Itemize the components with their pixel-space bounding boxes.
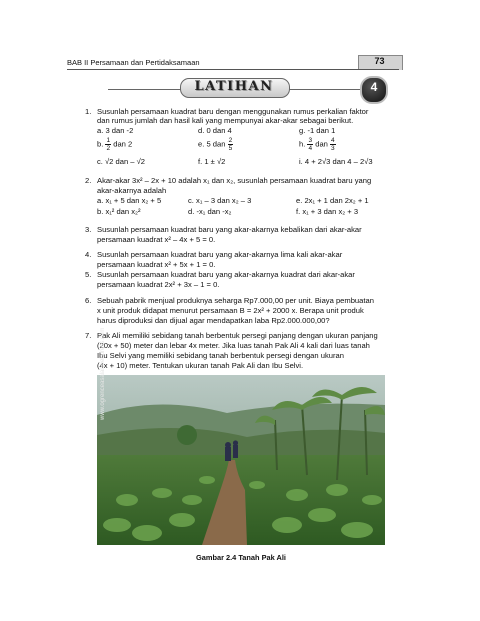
q2-option-d: d. -x₁ dan -x₂: [188, 207, 232, 216]
q1-b-rest: dan 2: [113, 139, 133, 149]
q6-number: 6.: [85, 296, 92, 305]
chapter-header: BAB II Persamaan dan Pertidaksamaan: [67, 58, 200, 67]
fraction: $\frac{1}{2}$: [106, 137, 111, 152]
q1-e-label: e. 5 dan: [198, 139, 226, 149]
q6-line1: Sebuah pabrik menjual produknya seharga Rp7.000,00 per unit. Biaya pembuatan: [97, 296, 374, 305]
q6-line3: harus diproduksi dan dijual agar mendapatkan laba Rp2.000.000,00?: [97, 316, 330, 325]
q1-h-mid: dan: [315, 139, 328, 149]
q7-line3: Ibu Selvi yang memiliki sebidang tanah berbentuk persegi dengan ukuran: [97, 351, 344, 360]
q2-option-e: e. 2x₁ + 1 dan 2x₂ + 1: [296, 196, 369, 205]
fraction: $\frac{2}{5}$: [228, 137, 233, 152]
q3-line1: Susunlah persamaan kuadrat baru yang akar-akarnya kebalikan dari akar-akar: [97, 225, 362, 234]
q1-option-h: [299, 137, 336, 152]
q1-b-label: b.: [97, 139, 104, 149]
q1-option-d: d. 0 dan 4: [198, 126, 232, 135]
fraction: $\frac{4}{3}$: [331, 137, 335, 152]
q5-number: 5.: [85, 270, 92, 279]
q2-option-b: b. x₁² dan x₂²: [97, 207, 141, 216]
q2-line1: Akar-akar 3x² – 2x + 10 adalah x₁ dan x₂, susunlah persamaan kuadrat baru yang: [97, 176, 372, 185]
exercise-number: 4: [370, 80, 378, 94]
latihan-title: LATIHAN: [194, 79, 274, 94]
q7-number: 7.: [85, 331, 92, 340]
q4-line2: persamaan kuadrat x² + 5x + 1 = 0.: [97, 260, 216, 269]
q1-option-b: [97, 137, 132, 152]
q3-line2: persamaan kuadrat x² – 4x + 5 = 0.: [97, 235, 216, 244]
q1-line1: Susunlah persamaan kuadrat baru dengan menggunakan rumus perkalian faktor: [97, 107, 369, 116]
q3-number: 3.: [85, 225, 92, 234]
q2-number: 2.: [85, 176, 92, 185]
q7-line1: Pak Ali memiliki sebidang tanah berbentuk persegi panjang dengan ukuran panjang: [97, 331, 378, 340]
q1-option-a: a. 3 dan -2: [97, 126, 134, 135]
q1-number: 1.: [85, 107, 92, 116]
q7-line4: (4x + 10) meter. Tentukan ukuran tanah Pak Ali dan Ibu Selvi.: [97, 361, 304, 370]
field-photo: [97, 375, 385, 545]
q1-option-g: g. -1 dan 1: [299, 126, 336, 135]
page-number: 73: [374, 56, 385, 66]
fraction: $\frac{3}{4}$: [308, 137, 313, 152]
q4-line1: Susunlah persamaan kuadrat baru yang akar-akarnya lima kali akar-akar: [97, 250, 343, 259]
q5-line2: persamaan kuadrat 2x² + 3x – 1 = 0.: [97, 280, 220, 289]
q2-option-c: c. x₁ – 3 dan x₂ – 3: [188, 196, 252, 205]
q1-option-e: [198, 137, 233, 152]
q5-line1: Susunlah persamaan kuadrat baru yang akar-akarnya kuadrat dari akar-akar: [97, 270, 355, 279]
q1-option-c: c. √2 dan – √2: [97, 157, 146, 166]
q2-option-f: f. x₁ + 3 dan x₂ + 3: [296, 207, 359, 216]
header-divider: [67, 69, 399, 70]
q2-line2: akar-akarnya adalah: [97, 186, 167, 195]
q1-line2: dan rumus jumlah dan hasil kali yang mempunyai akar-akar sebagai berikut.: [97, 116, 354, 125]
q6-line2: x unit produk didapat menurut persamaan B = 2x² + 2000 x. Berapa unit produk: [97, 306, 364, 315]
field-photo-illustration: [97, 375, 385, 545]
photo-caption: Gambar 2.4 Tanah Pak Ali: [196, 553, 286, 562]
q7-line2: (20x + 50) meter dan lebar 4x meter. Jika luas tanah Pak Ali 4 kali dari luas tanah: [97, 341, 370, 350]
q1-h-label: h.: [299, 139, 306, 149]
q4-number: 4.: [85, 250, 92, 259]
q1-option-f: f. 1 ± √2: [198, 157, 226, 166]
q2-option-a: a. x₁ + 5 dan x₂ + 5: [97, 196, 162, 205]
photo-watermark: www.ogrenceasalanwebpress.com: [100, 327, 106, 420]
q1-option-i: i. 4 + 2√3 dan 4 – 2√3: [299, 157, 373, 166]
